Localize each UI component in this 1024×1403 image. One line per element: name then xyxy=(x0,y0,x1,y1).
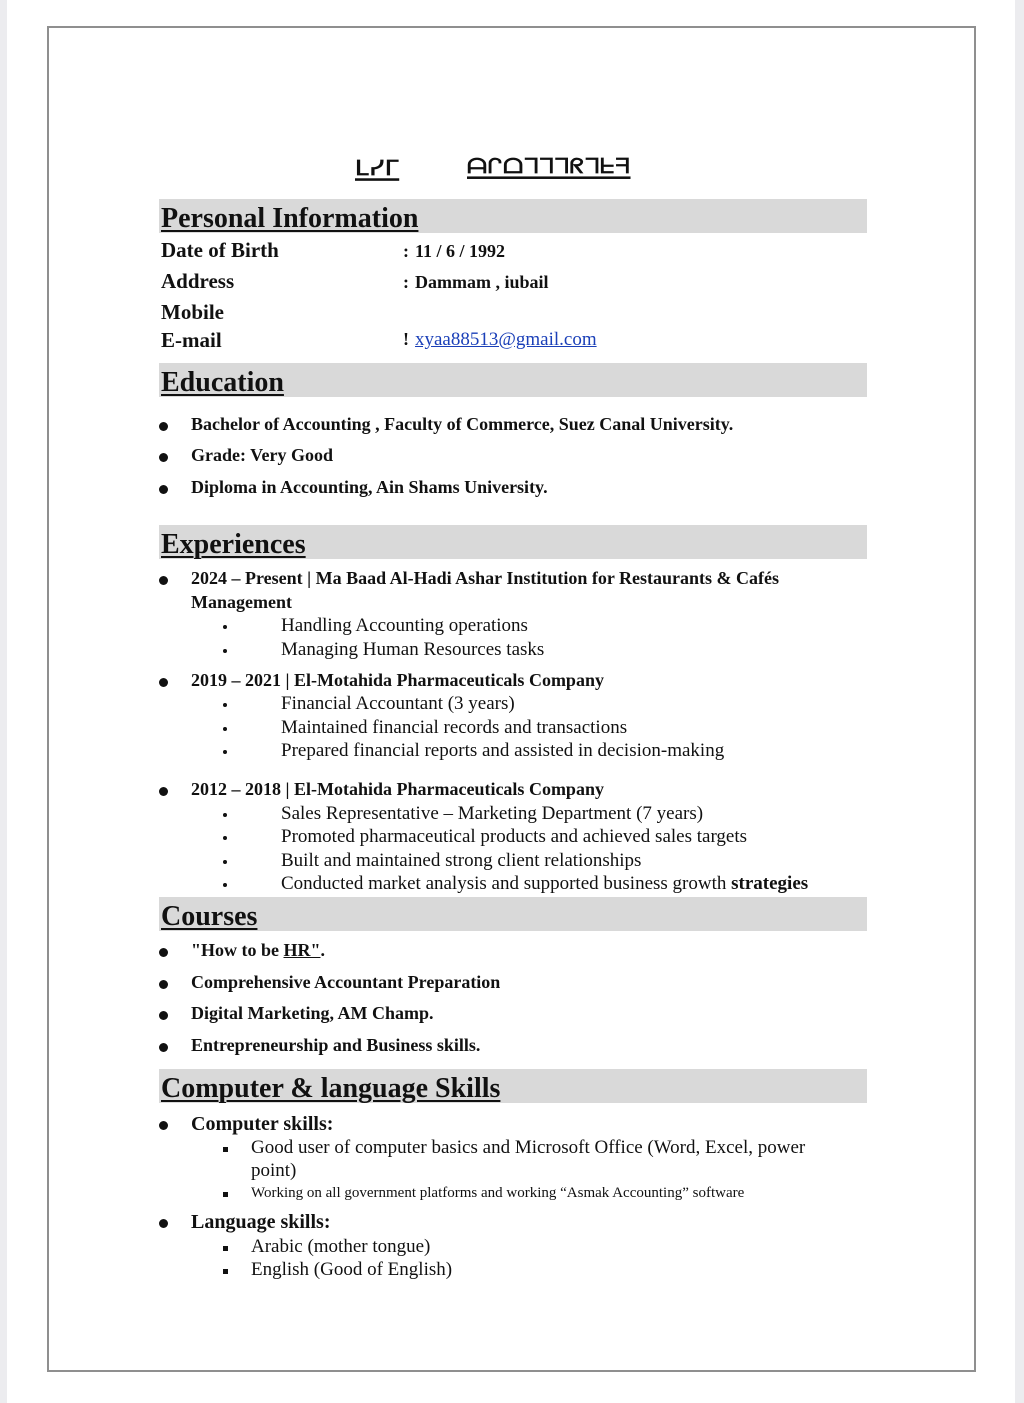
label-address: Address xyxy=(161,269,235,293)
bullet-icon xyxy=(159,485,168,494)
bullet-icon xyxy=(159,787,168,796)
name-last: ᗩᒋᗝᒣᒣᒣᖇᒣᖶᖷ xyxy=(467,156,631,179)
bullet-icon xyxy=(223,860,227,864)
section-personal-information xyxy=(159,199,867,233)
section-title: Personal Information xyxy=(161,203,419,234)
value-address: : Dammam , iubail xyxy=(403,272,549,292)
section-title: Computer & language Skills xyxy=(161,1073,501,1104)
bullet-icon xyxy=(223,813,227,817)
bullet-icon xyxy=(223,625,227,629)
square-bullet-icon xyxy=(223,1269,228,1274)
section-education xyxy=(159,363,867,397)
bullet-icon xyxy=(223,750,227,754)
email-link[interactable]: xyaa88513@gmail.com xyxy=(415,329,597,350)
name-first: ᒪᓯᒥ xyxy=(355,157,400,180)
resume-page: ᒪᓯᒥ ᗩᒋᗝᒣᒣᒣᖇᒣᖶᖷ Personal Information Date of Birth : 11 / 6 / 1992 Address : Dammam , iubail Mobile E-mail ! xyaa88513@gmail.com Education Bachelor of Accounting , Faculty of Commerce, Suez Canal University. Grade: Very Good Diploma in Accounting, Ain Shams University. Experiences 2024 – Present | Ma Baad Al-Hadi Ashar Institution for Restaurants & Cafés Management Handling Accounting operations Managing Human Resources tasks 2019 – 2021 | El-Motahida Pharmaceuticals Company Financial Accountant (3 years) Maintained financial records and transactions Prepared financial reports and assisted in decision-making 2012 – 2018 | El-Motahida Pharmaceuticals Company Sales Representative – Marketing Department (7 years) Promoted pharmaceutical products and achieved sales targets Built and maintained strong client relationships Conducted market analysis and supported business growth strategies Courses "How to be HR". Comprehensive Accountant Preparation Digital Marketing, AM Champ. Entrepreneurship and Business skills. Computer & language Skills Computer skills: Good user of computer basics and Microsoft Office (Word, Excel, power point) Working on all government platforms and working “Asmak Accounting” software Language skills: Arabic (mother tongue) English (Good of English) xyxy=(47,26,976,1372)
section-title: Courses xyxy=(161,901,258,932)
bullet-icon xyxy=(159,678,168,687)
section-title: Education xyxy=(161,367,284,398)
square-bullet-icon xyxy=(223,1246,228,1251)
viewer-edge-right xyxy=(1015,0,1024,1403)
label-date-of-birth: Date of Birth xyxy=(161,238,279,262)
bullet-icon xyxy=(223,836,227,840)
bullet-icon xyxy=(223,703,227,707)
bullet-icon xyxy=(159,453,168,462)
square-bullet-icon xyxy=(223,1147,228,1152)
section-title: Experiences xyxy=(161,529,306,560)
viewer-edge-left xyxy=(0,0,7,1403)
bullet-icon xyxy=(223,649,227,653)
bullet-icon xyxy=(159,1219,168,1228)
bullet-icon xyxy=(159,1011,168,1020)
bullet-icon xyxy=(159,1043,168,1052)
bullet-icon xyxy=(159,980,168,989)
bullet-icon xyxy=(159,576,168,585)
label-email: E-mail xyxy=(161,328,222,352)
bullet-icon xyxy=(223,883,227,887)
section-skills xyxy=(159,1069,867,1103)
bullet-icon xyxy=(159,422,168,431)
section-courses xyxy=(159,897,867,931)
square-bullet-icon xyxy=(223,1192,228,1197)
bullet-icon xyxy=(159,1121,168,1130)
value-email: ! xyaa88513@gmail.com xyxy=(403,329,597,350)
section-experiences xyxy=(159,525,867,559)
label-mobile: Mobile xyxy=(161,300,224,324)
value-date-of-birth: : 11 / 6 / 1992 xyxy=(403,241,506,261)
bullet-icon xyxy=(159,948,168,957)
bullet-icon xyxy=(223,727,227,731)
